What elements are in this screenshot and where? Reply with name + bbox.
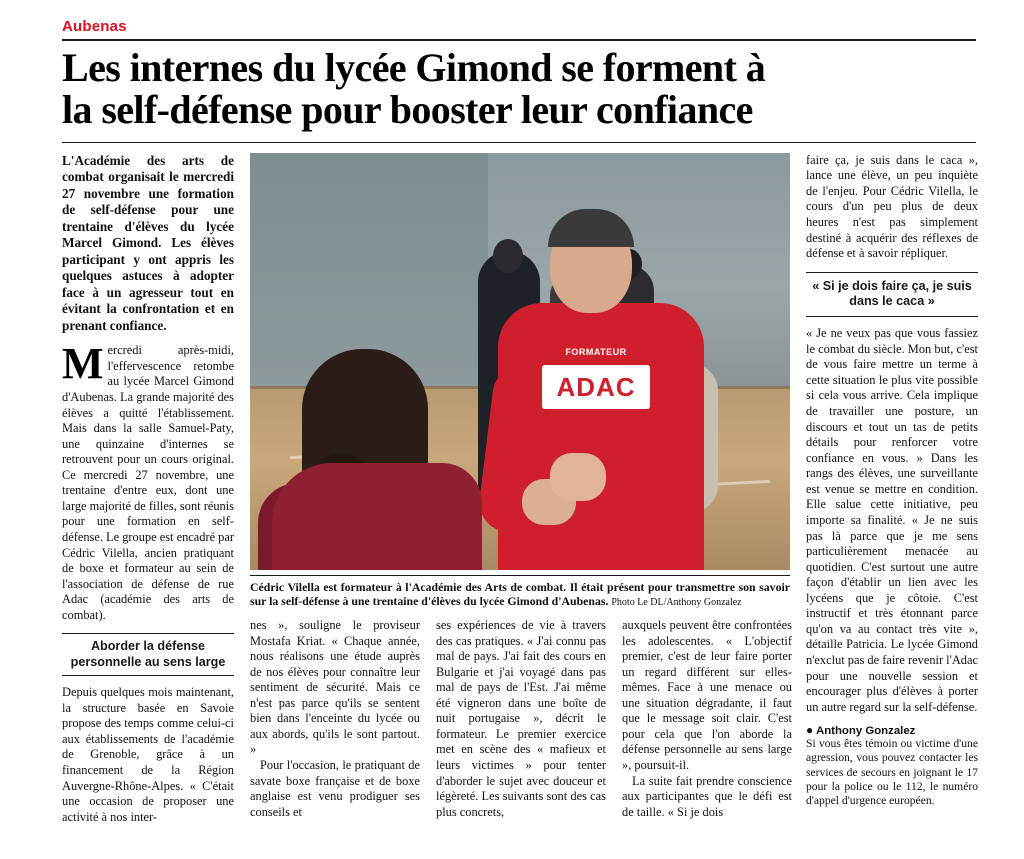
- body-paragraph-text: ercredi après-midi, l'effervescence retombe au lycée Marcel Gimond d'Aubenas. La grande majorité des élèves a quitté l'établissement. Mais dans la salle Samuel-Paty, une quinzaine d'internes se retrouvent pour un cours original. Ce mercredi 27 novembre, une trentaine d'entre eux, dont une large majorité de filles, sont réunis pour une formation en self-défense. Le groupe est encadré par Cédric Vilella, ancien pratiquant de boxe et formateur au sein de l'association de défense de rue Adac (académie des arts de combat).: [62, 343, 234, 622]
- photo-caption-text: Cédric Vilella est formateur à l'Académie des Arts de combat. Il était présent pour transmettre son savoir sur la self-défense à une trentaine d'élèves du lycée Gimond d'Aubenas.: [250, 579, 790, 608]
- body-paragraph: La suite fait prendre conscience aux participantes que le défi est de taille. « Si je dois: [622, 773, 792, 819]
- photo-student-body: [272, 463, 482, 570]
- photo-caption: [250, 575, 790, 609]
- photo-credit: Photo Le DL/Anthony Gonzalez: [611, 596, 742, 608]
- byline: [806, 723, 978, 737]
- photo-background-person-head: [493, 239, 523, 273]
- subhead: Aborder la défense personnelle au sens large: [62, 633, 234, 676]
- info-box-text: Si vous êtes témoin ou victime d'une agression, vous pouvez contacter les services de secours en joignant le 17 pour la police ou le 112, le numéro d'appel d'urgence européen.: [806, 737, 978, 807]
- photo-instructor-hand: [550, 453, 606, 501]
- column-4: [622, 618, 792, 820]
- photo-and-text-block: [250, 153, 790, 820]
- body-paragraph: auxquels peuvent être confrontées les adolescentes. « L'objectif premier, c'est de leur faire porter un regard différent sur elles-mêmes. Face à une menace ou une situation dégradante, il faut que le message soit clair. C'est pour cela que l'on aborde la défense personnelle au sens large », poursuit-il.: [622, 617, 792, 772]
- headline-line-1: Les internes du lycée Gimond se forment à: [62, 45, 766, 90]
- column-3: [436, 618, 606, 820]
- photo-wrap: [250, 153, 790, 609]
- body-paragraph: ses expériences de vie à travers des cas pratiques. « J'ai connu pas mal de pays. J'ai fait des cours en Bulgarie et j'ai voyagé dans pas mal de pays de l'Est. J'ai même été vigneron dans une boîte de nuit portugaise », décrit le formateur. Le premier exercice met en scène des « mafieux et leurs victimes » pour tenter d'aborder le sujet avec douceur et légèreté. Les suivants sont des cas plus concrets,: [436, 617, 606, 819]
- info-box: [806, 737, 978, 808]
- body-paragraph: [62, 339, 234, 623]
- column-5: [806, 153, 978, 808]
- byline-name: Anthony Gonzalez: [816, 725, 916, 738]
- body-paragraph: Pour l'occasion, le pratiquant de savate boxe française et de boxe anglaise est venu prodiguer ses conseils et: [250, 758, 420, 819]
- headline-line-2: la self-défense pour booster leur confiance: [62, 87, 753, 133]
- bullet-icon: ●: [806, 723, 814, 738]
- section-kicker: Aubenas: [62, 18, 127, 35]
- body-paragraph: Depuis quelques mois maintenant, la structure basée en Savoie propose des temps comme celui-ci aux établissements de l'académie de Grenoble, grâce à un financement de la Région Auvergne-Rhône-Alpes. « C'était une occasion de proposer une activité à nos inter-: [62, 685, 234, 824]
- rule-under-headline: [62, 142, 976, 143]
- column-2: [250, 618, 420, 820]
- body-paragraph: nes », souligne le proviseur Mostafa Kriat. « Chaque année, nous réalisons une étude auprès de nos élèves pour connaître leur sentiment de sécurité. Mais ce n'est pas parce qu'ils se sentent bien dans l'enceinte du lycée ou aux abords, qu'ils le sont partout. »: [250, 617, 420, 757]
- article-columns: [62, 153, 976, 825]
- page-title: [62, 47, 976, 132]
- photo-shirt-formateur-text: FORMATEUR: [565, 346, 627, 357]
- rule-top: [62, 39, 976, 41]
- lower-columns: [250, 618, 790, 820]
- body-paragraph: « Je ne veux pas que vous fassiez le combat du siècle. Mon but, c'est de vous faire mettre un terme à cette situation le plus vite possible si cela vous arrive. Cela implique de travailler une posture, un discours et tout un tas de petits détails pour renforcer votre confiance en vous. » Dans les rangs des élèves, une surveillante est venue se mettre en condition. Elle salue cette initiative, peu importe sa finalité. « Je ne suis pas là parce que je me sens particulièrement menacée au quotidien. C'est surtout une autre façon d'établir un lien avec les lycéens que je côtoie. C'est instructif et très étonnant parce qu'on va au contact très vite », détaille Patricia. Le lycée Gimond n'exclut pas de faire revenir l'Adac pour une nouvelle session et encourager plus d'élèves à porter un autre regard sur la self-défense.: [806, 326, 978, 714]
- photo-shirt-logo: ADAC: [542, 365, 650, 409]
- drop-cap: M: [62, 339, 104, 389]
- article-photo: [250, 153, 790, 570]
- column-1: [62, 153, 234, 825]
- standfirst: [62, 153, 234, 335]
- standfirst-text: L'Académie des arts de combat organisait le mercredi 27 novembre une formation de self-défense pour une trentaine d'élèves du lycée Marcel Gimond. Les élèves participant y ont appris les quelques astuces à adopter face à un agresseur tout en évitant la confrontation et en prenant confiance.: [62, 152, 234, 333]
- pull-quote: « Si je dois faire ça, je suis dans le caca »: [806, 272, 978, 317]
- body-paragraph: faire ça, je suis dans le caca », lance une élève, un peu inquiète de l'enjeu. Pour Cédric Vilella, le cours d'un peu plus de deux heures n'est pas simplement destiné à acquérir des réflexes de défense et à savoir répliquer.: [806, 152, 978, 261]
- photo-instructor-body: [498, 303, 704, 570]
